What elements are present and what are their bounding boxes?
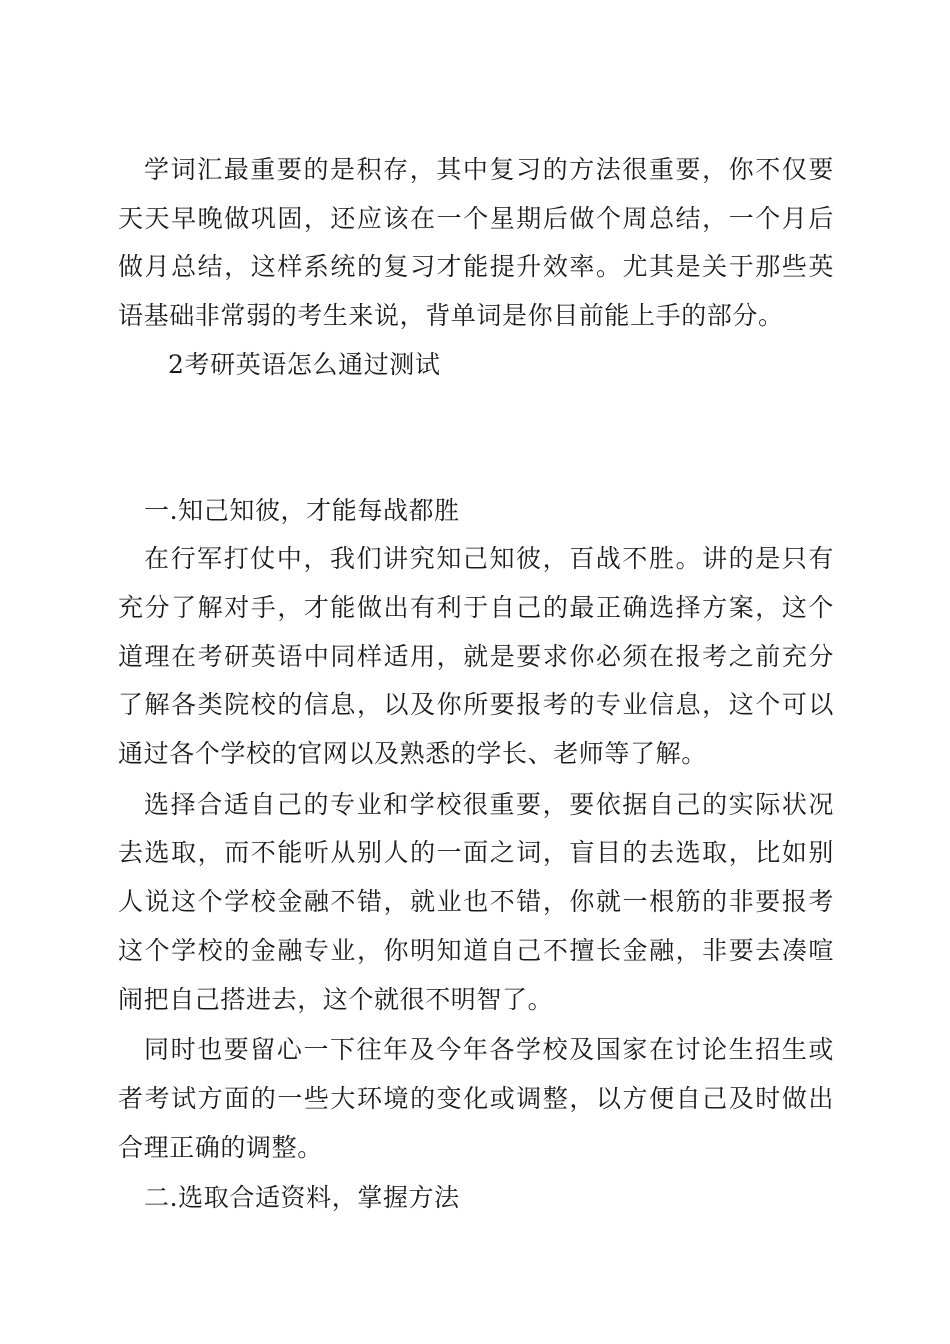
document-body xyxy=(118,146,834,1223)
subheading-choose-materials: 二.选取合适资料，掌握方法 xyxy=(144,1183,460,1213)
spacer xyxy=(118,390,834,487)
paragraph-choose-school: 选择合适自己的专业和学校很重要，要依据自己的实际状况去选取，而不能听从别人的一面之词，盲目的去选取，比如别人说这个学校金融不错，就业也不错，你就一根筋的非要报考这个学校的金融专业，你明知道自己不擅长金融，非要去凑喧闹把自己搭进去，这个就很不明智了。 xyxy=(118,789,834,1014)
paragraph-policy-changes: 同时也要留心一下往年及今年各学校及国家在讨论生招生或者考试方面的一些大环境的变化或调整，以方便自己及时做出合理正确的调整。 xyxy=(118,1035,834,1162)
subheading-know-yourself: 一.知己知彼，才能每战都胜 xyxy=(144,495,460,525)
paragraph-know-the-enemy: 在行军打仗中，我们讲究知己知彼，百战不胜。讲的是只有充分了解对手，才能做出有利于自己的最正确选择方案，这个道理在考研英语中同样适用，就是要求你必须在报考之前充分了解各类院校的信息，以及你所要报考的专业信息，这个可以通过各个学校的官网以及熟悉的学长、老师等了解。 xyxy=(118,544,834,769)
section-heading-exam-english: 2考研英语怎么通过测试 xyxy=(168,349,441,379)
paragraph-vocabulary: 学词汇最重要的是积存，其中复习的方法很重要，你不仅要天天早晚做巩固，还应该在一个星期后做个周总结，一个月后做月总结，这样系统的复习才能提升效率。尤其是关于那些英语基础非常弱的考生来说，背单词是你目前能上手的部分。 xyxy=(118,155,834,331)
